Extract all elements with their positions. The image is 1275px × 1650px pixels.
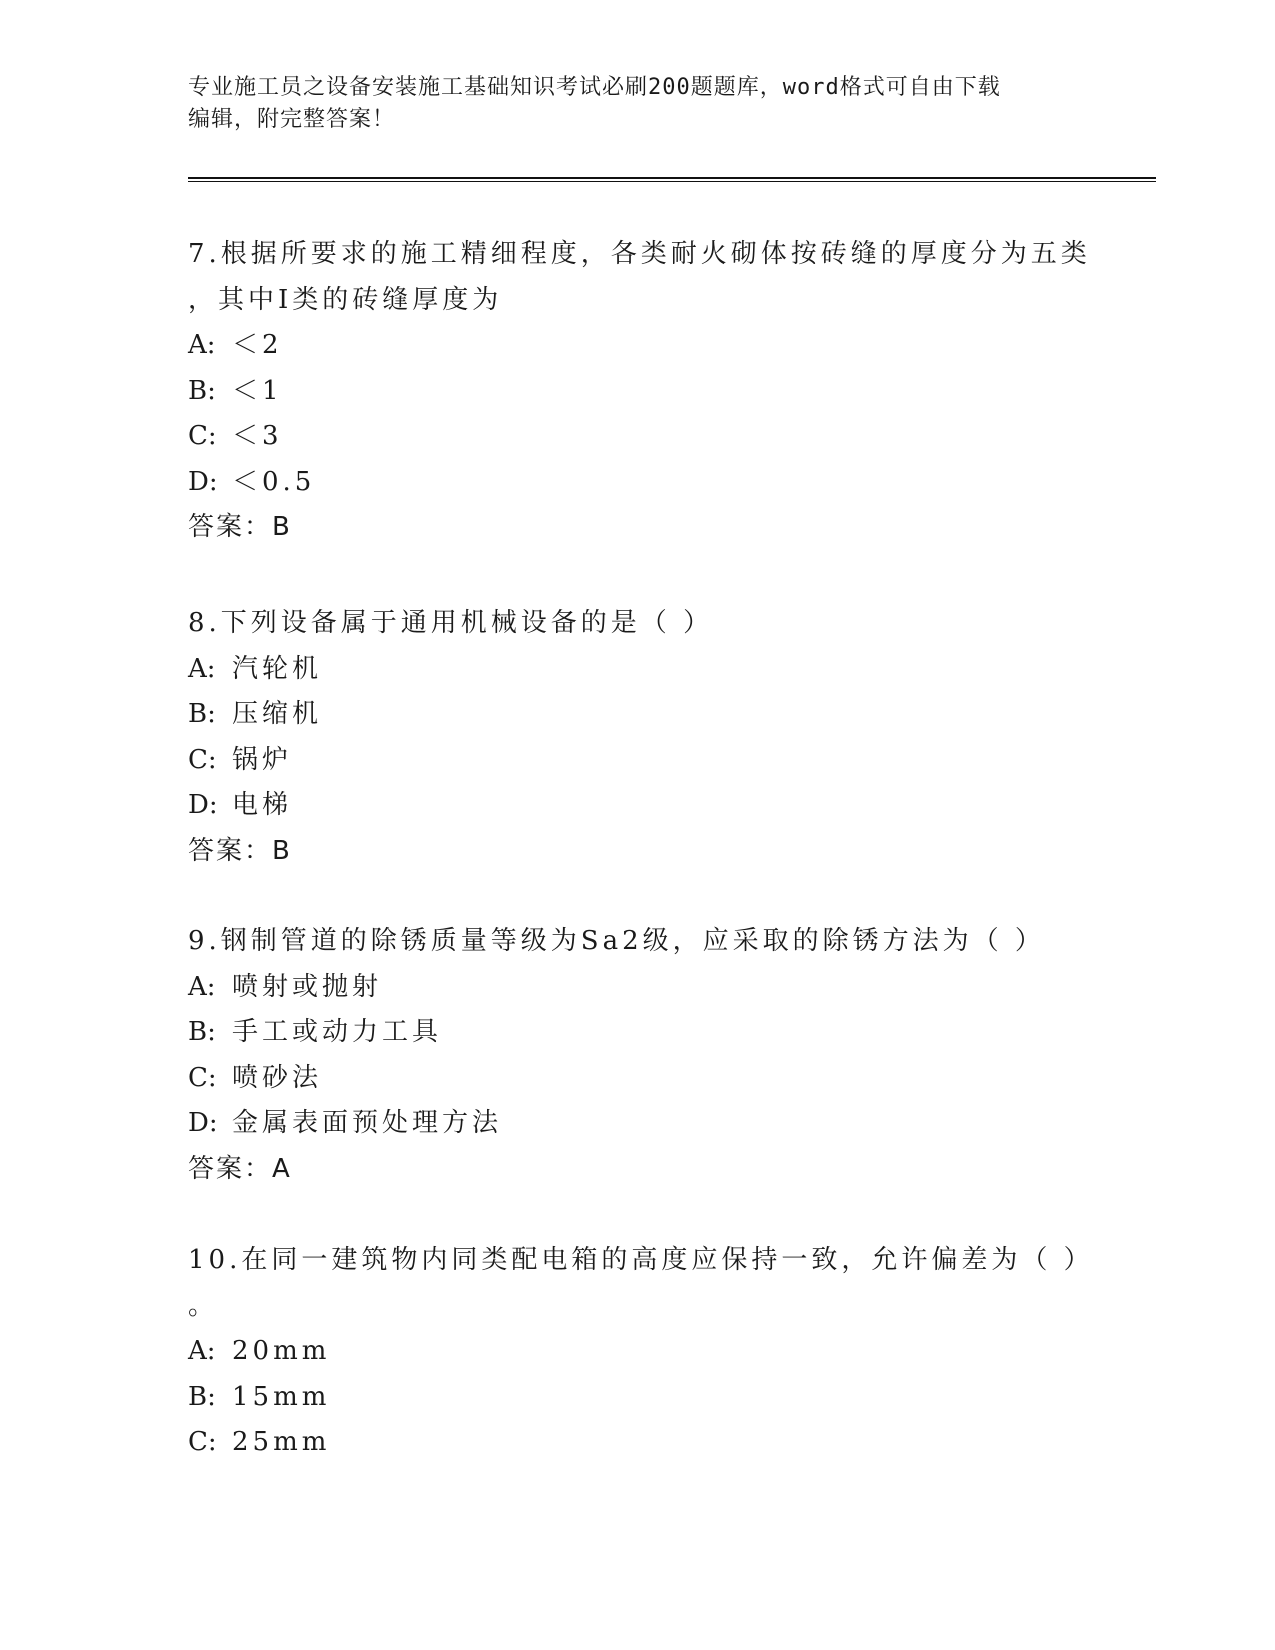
option-a: [188, 647, 1088, 693]
option-text: 电梯: [232, 790, 293, 820]
option-label: B:: [188, 375, 216, 406]
header-line-2: 编辑，附完整答案！: [188, 107, 396, 132]
header-line-1: 专业施工员之设备安装施工基础知识考试必刷200题题库，word格式可自由下载: [188, 75, 1001, 100]
question-10: [188, 1238, 1094, 1466]
document-header: [188, 72, 1088, 136]
option-a: [188, 965, 1088, 1011]
option-c: [188, 1420, 1088, 1466]
question-7: [188, 232, 1091, 551]
option-text: 喷射或抛射: [232, 971, 383, 1002]
option-label: B:: [188, 1017, 216, 1047]
option-label: D:: [188, 466, 218, 497]
question-8: [188, 601, 1088, 874]
option-label: D:: [188, 1108, 218, 1138]
option-text: 压缩机: [232, 699, 323, 729]
option-label: B:: [188, 699, 216, 729]
option-text: 15mm: [232, 1381, 331, 1412]
header-divider: [188, 177, 1156, 179]
option-c: [188, 1056, 1088, 1102]
answer: 答案：A: [188, 1153, 292, 1184]
option-label: A:: [188, 653, 216, 684]
option-text: ＜0.5: [232, 466, 316, 497]
option-label: C:: [188, 744, 217, 775]
question-stem-line: 。: [188, 1290, 219, 1321]
option-c: [188, 738, 1088, 784]
option-label: B:: [188, 1381, 216, 1412]
question-stem-line: ，其中Ⅰ类的砖缝厚度为: [188, 284, 503, 315]
option-text: 汽轮机: [232, 653, 323, 684]
option-text: 手工或动力工具: [232, 1017, 443, 1047]
option-b: [188, 1010, 1088, 1056]
option-d: [188, 1101, 1088, 1147]
option-label: C:: [188, 421, 217, 451]
option-c: [188, 414, 1088, 460]
option-text: 金属表面预处理方法: [232, 1108, 503, 1138]
option-text: 锅炉: [232, 744, 293, 775]
option-b: [188, 1375, 1088, 1421]
option-label: A:: [188, 971, 216, 1002]
option-text: ＜2: [232, 330, 283, 360]
option-text: 20mm: [232, 1336, 331, 1366]
question-9: [188, 919, 1088, 1192]
question-stem-line: 10.在同一建筑物内同类配电箱的高度应保持一致，允许偏差为（ ）: [188, 1245, 1094, 1275]
question-stem-line: 9.钢制管道的除锈质量等级为Sa2级，应采取的除锈方法为（ ）: [188, 926, 1045, 956]
option-d: [188, 783, 1088, 829]
question-stem-line: 7.根据所要求的施工精细程度，各类耐火砌体按砖缝的厚度分为五类: [188, 239, 1091, 269]
option-label: C:: [188, 1427, 217, 1457]
option-label: D:: [188, 790, 218, 820]
option-label: A:: [188, 330, 216, 360]
option-a: [188, 1329, 1088, 1375]
header-divider-thin: [188, 181, 1156, 182]
option-a: [188, 323, 1088, 369]
option-b: [188, 692, 1088, 738]
option-text: 25mm: [232, 1427, 331, 1457]
option-label: C:: [188, 1062, 217, 1093]
option-text: ＜1: [232, 375, 283, 406]
question-stem-line: 8.下列设备属于通用机械设备的是（ ）: [188, 608, 714, 638]
option-d: [188, 460, 1088, 506]
option-text: 喷砂法: [232, 1062, 323, 1093]
answer: 答案：B: [188, 512, 292, 542]
answer: 答案：B: [188, 835, 292, 866]
option-b: [188, 369, 1088, 415]
option-text: ＜3: [232, 421, 283, 451]
option-label: A:: [188, 1336, 216, 1366]
